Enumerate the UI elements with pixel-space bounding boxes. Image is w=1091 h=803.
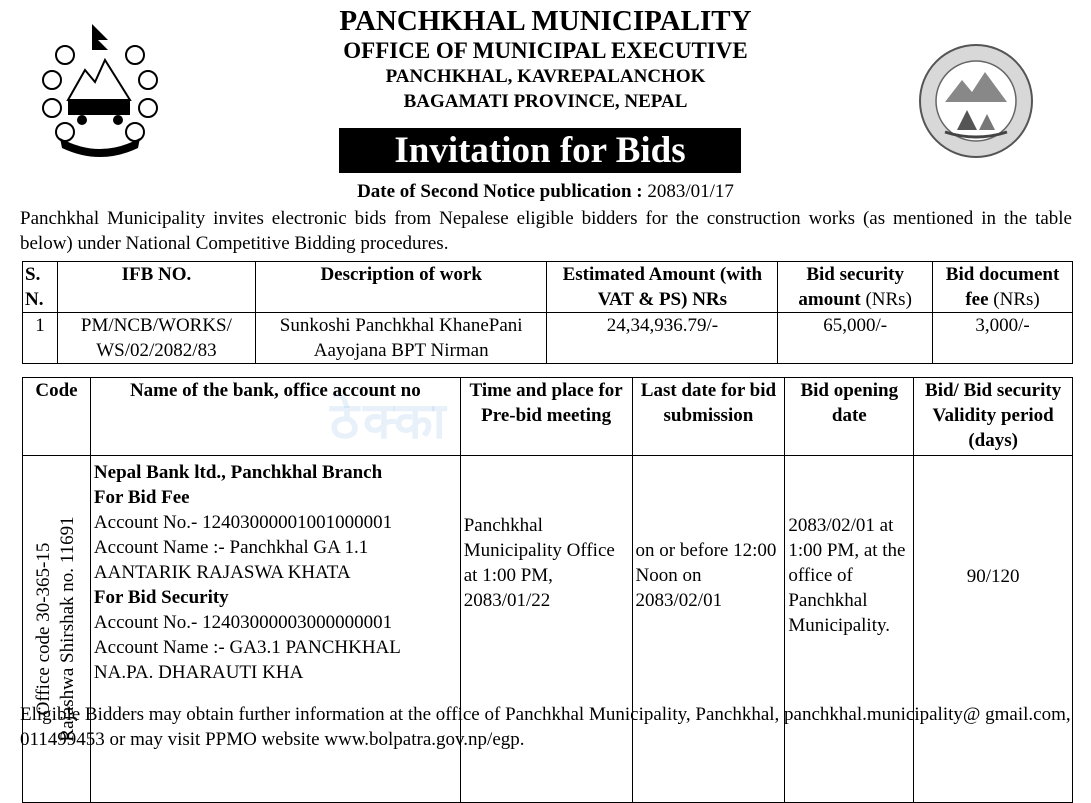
security-account-no: Account No.- 12403000003000000001 xyxy=(93,612,393,633)
fee-account-no: Account No.- 12403000001001000001 xyxy=(93,512,393,533)
bid-security-heading: For Bid Security xyxy=(93,587,229,608)
col-bid-security-unit: (NRs) xyxy=(860,289,912,310)
table-header-row xyxy=(23,378,1073,456)
cell-estimated-amount: 24,34,936.79/- xyxy=(547,313,778,364)
col-bid-security-label: Bid security amount xyxy=(798,264,904,310)
cell-last-date: on or before 12:00 Noon on 2083/02/01 xyxy=(632,456,785,803)
notice-header xyxy=(0,6,1091,114)
rajashwa-shirshak: Rajashwa Shirshak no. 11691 xyxy=(57,516,79,742)
notice-date xyxy=(0,181,1091,203)
security-account-name: Account Name :- GA3.1 PANCHKHAL xyxy=(93,637,401,658)
notice-date-value: 2083/01/17 xyxy=(647,181,734,202)
cell-description: Sunkoshi Panchkhal KhanePani Aayojana BPT Nirman xyxy=(255,313,547,364)
intro-paragraph: Panchkhal Municipality invites electronic bids from Nepalese eligible bidders for the construction works (as mentioned in the table below) under National Competitive Bidding procedures. xyxy=(20,208,1072,254)
col-prebid: Time and place for Pre-bid meeting xyxy=(460,378,632,456)
col-estimated-amount: Estimated Amount (with VAT & PS) NRs xyxy=(547,262,778,313)
bid-fee-heading: For Bid Fee xyxy=(93,487,190,508)
fee-account-name-cont: AANTARIK RAJASWA KHATA xyxy=(93,562,351,583)
bank-name: Nepal Bank ltd., Panchkhal Branch xyxy=(93,462,383,483)
cell-ifb: PM/NCB/WORKS/ WS/02/2082/83 xyxy=(57,313,255,364)
works-table xyxy=(22,261,1073,364)
table-header-row xyxy=(23,262,1073,313)
col-opening-date: Bid opening date xyxy=(785,378,914,456)
col-bid-security xyxy=(778,262,933,313)
cell-bid-security: 65,000/- xyxy=(778,313,933,364)
cell-validity: 90/120 xyxy=(914,456,1073,803)
col-sn: S. N. xyxy=(23,262,58,313)
security-account-name-cont: NA.PA. DHARAUTI KHA xyxy=(93,662,304,683)
province-line: BAGAMATI PROVINCE, NEPAL xyxy=(403,91,688,112)
office-location: PANCHKHAL, KAVREPALANCHOK xyxy=(385,66,706,87)
watermark-logo-icon: ठेक्का xyxy=(330,392,450,450)
cell-opening-date: 2083/02/01 at 1:00 PM, at the office of Panchkhal Municipality. xyxy=(785,456,914,803)
col-code: Code xyxy=(23,378,91,456)
notice-date-label: Date of Second Notice publication : xyxy=(357,181,643,202)
office-code: Office code 30-365-15 xyxy=(33,542,55,716)
col-bid-fee-label: Bid document fee xyxy=(945,264,1060,310)
cell-prebid: Panchkhal Municipality Office at 1:00 PM, 2083/01/22 xyxy=(460,456,632,803)
table-row xyxy=(23,313,1073,364)
col-last-date: Last date for bid submission xyxy=(632,378,785,456)
invitation-banner: Invitation for Bids xyxy=(339,128,741,173)
cell-sn: 1 xyxy=(23,313,58,364)
footer-note: Eligible Bidders may obtain further information at the office of Panchkhal Municipality, Panchkhal, panchkhal.municipality@ gmail.com, 011499453 or may visit PPMO website www.bolpatra.gov.np/egp. xyxy=(20,704,1071,750)
col-ifb: IFB NO. xyxy=(57,262,255,313)
office-name: OFFICE OF MUNICIPAL EXECUTIVE xyxy=(343,38,748,63)
col-bid-fee-unit: (NRs) xyxy=(988,289,1040,310)
cell-bid-fee: 3,000/- xyxy=(933,313,1073,364)
fee-account-name: Account Name :- Panchkhal GA 1.1 xyxy=(93,537,369,558)
municipality-name: PANCHKHAL MUNICIPALITY xyxy=(339,5,752,37)
col-bid-fee xyxy=(933,262,1073,313)
col-validity: Bid/ Bid security Validity period (days) xyxy=(914,378,1073,456)
col-bank: Name of the bank, office account no xyxy=(90,378,460,456)
col-description: Description of work xyxy=(255,262,547,313)
